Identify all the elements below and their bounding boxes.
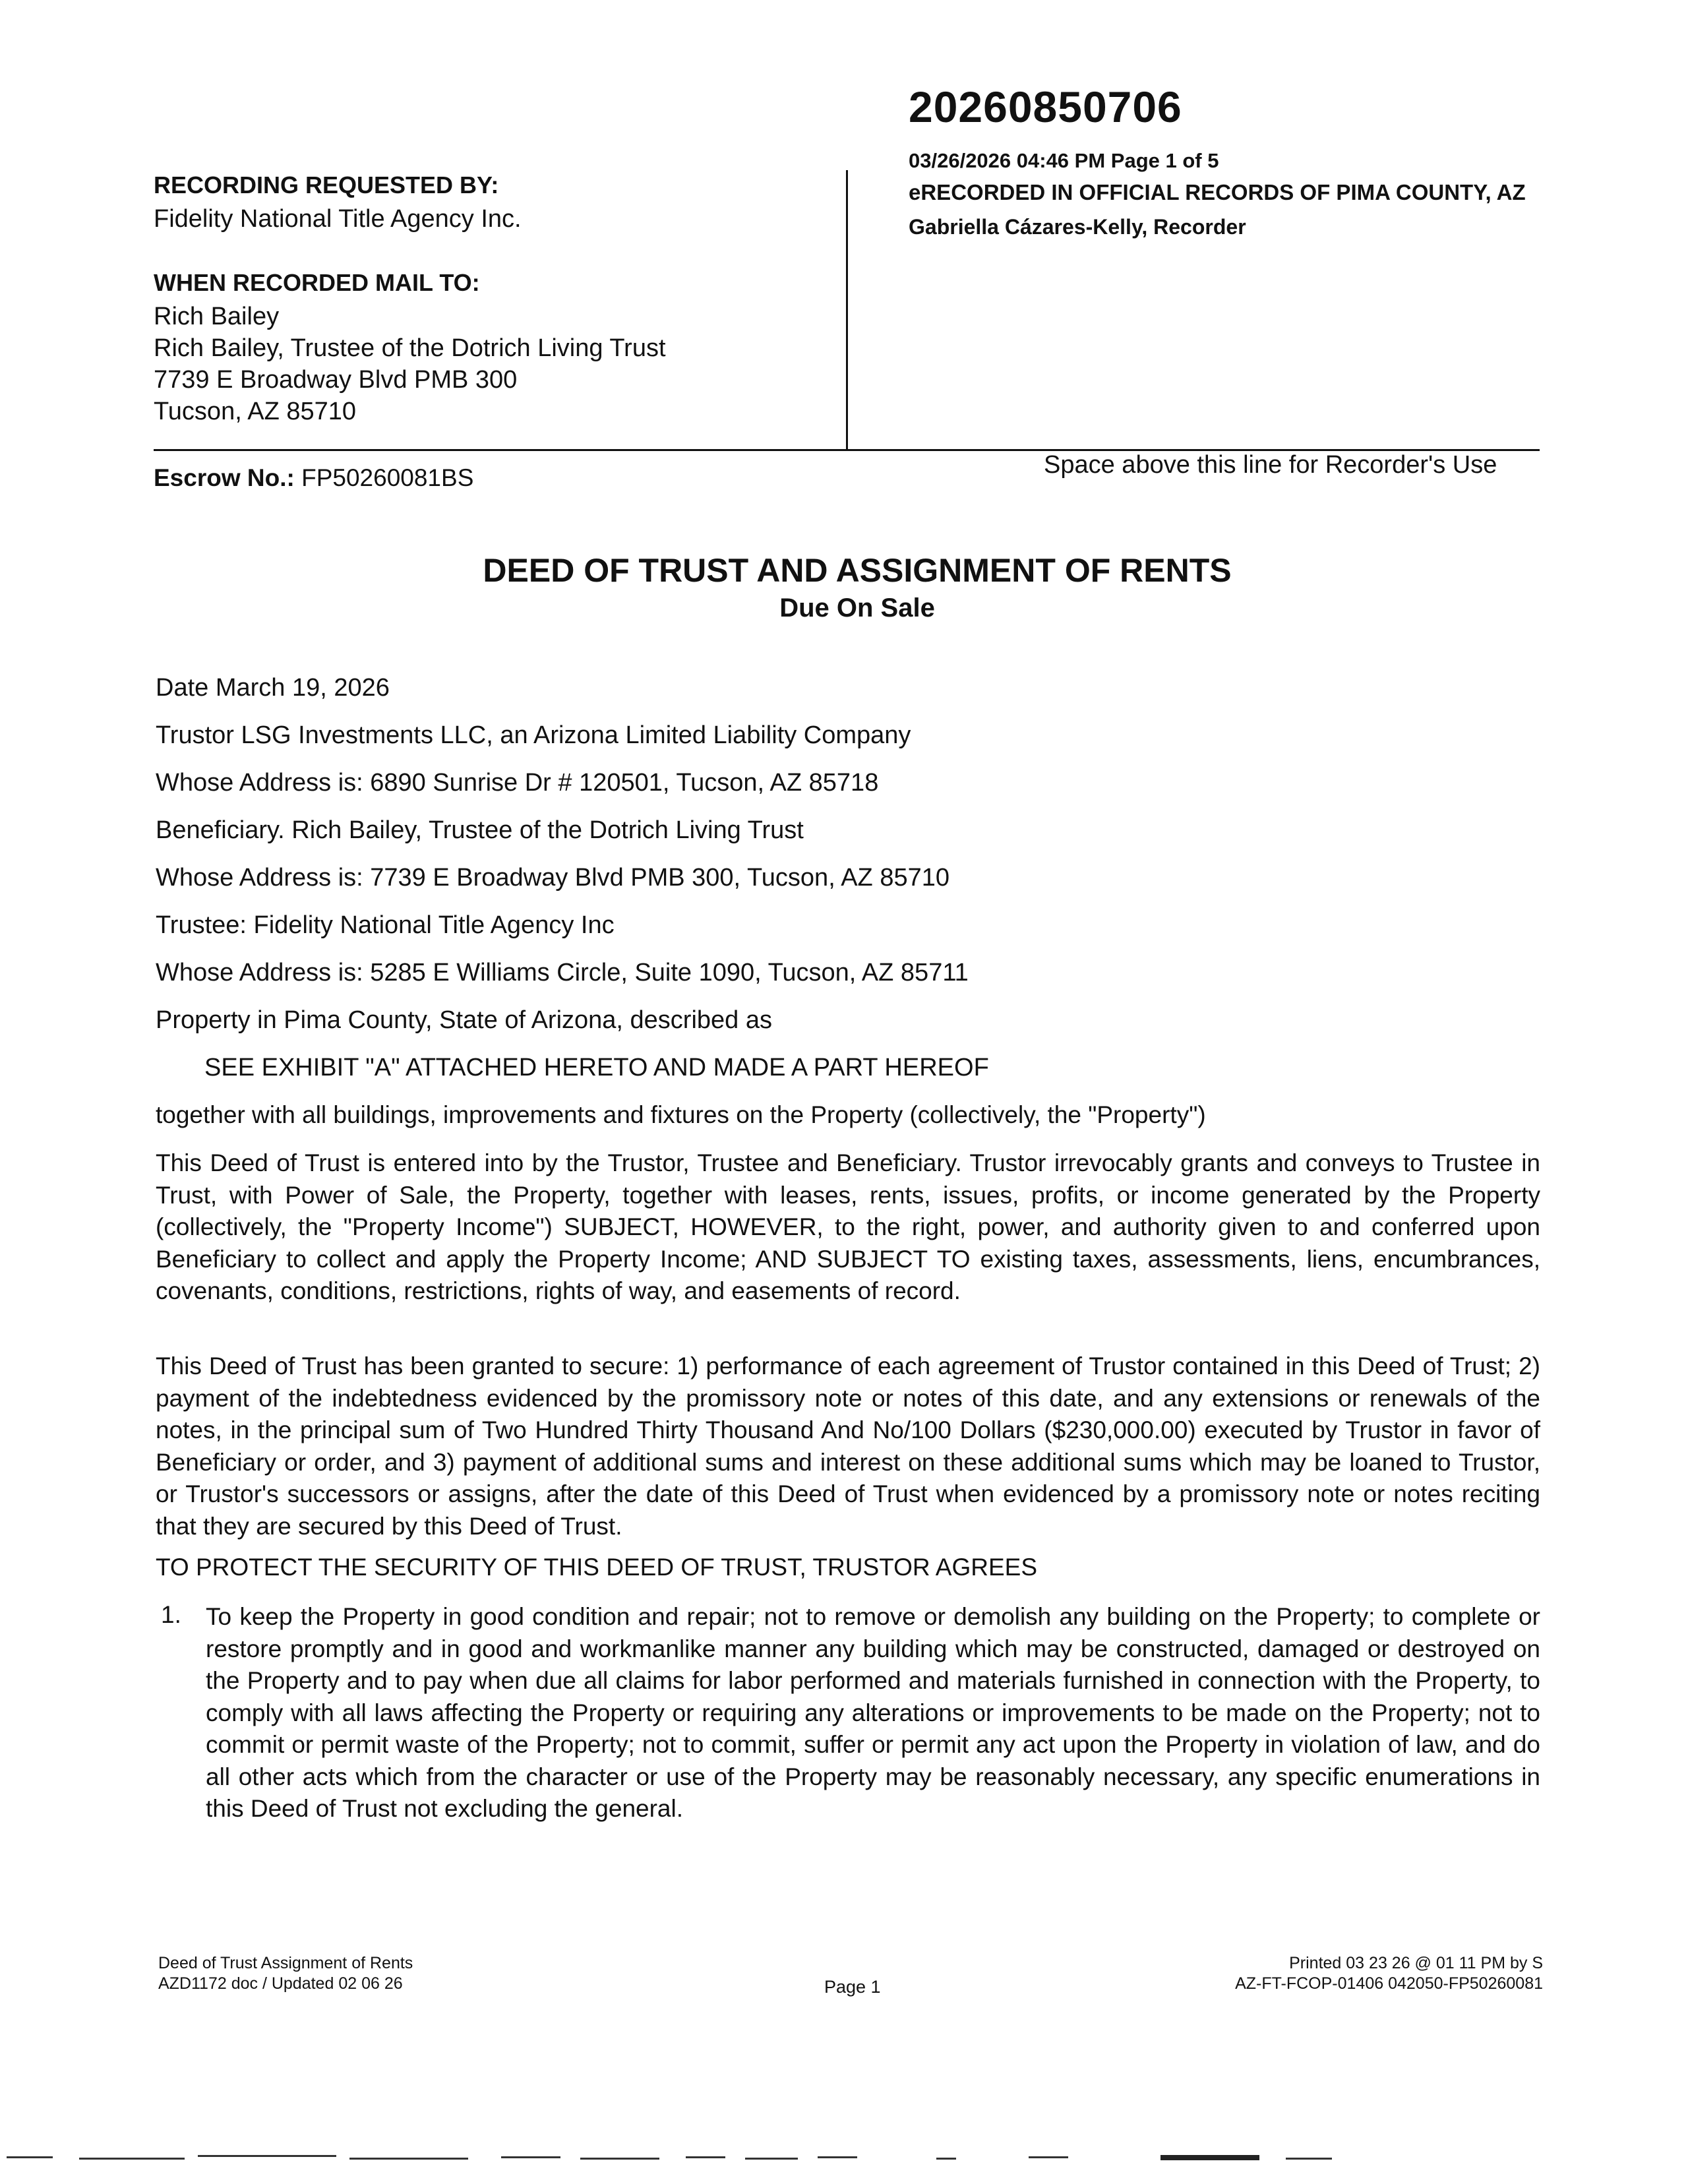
vertical-divider	[846, 170, 848, 451]
beneficiary-address-field: Whose Address is: 7739 E Broadway Blvd PMB 300, Tucson, AZ 85710	[156, 864, 950, 892]
recorded-line: eRECORDED IN OFFICIAL RECORDS OF PIMA COUNTY, AZ	[909, 180, 1526, 204]
requested-by-label: RECORDING REQUESTED BY:	[154, 171, 499, 198]
exhibit-reference: SEE EXHIBIT "A" ATTACHED HERETO AND MADE A PART HEREOF	[204, 1054, 989, 1081]
mail-to-label: WHEN RECORDED MAIL TO:	[154, 269, 480, 296]
recorder-name: Gabriella Cázares-Kelly, Recorder	[909, 215, 1246, 239]
document-title: DEED OF TRUST AND ASSIGNMENT OF RENTS	[483, 552, 1232, 589]
recording-number: 20260850706	[909, 82, 1182, 131]
trustor-address-field: Whose Address is: 6890 Sunrise Dr # 120501, Tucson, AZ 85718	[156, 769, 879, 797]
recorder-space-note: Space above this line for Recorder's Use	[1044, 451, 1497, 479]
footer-page-number: Page 1	[824, 1977, 881, 1997]
mail-to-line-4: Tucson, AZ 85710	[154, 398, 357, 425]
document-subtitle: Due On Sale	[779, 593, 935, 622]
escrow-label: Escrow No.:	[154, 464, 295, 491]
mail-to-line-1: Rich Bailey	[154, 303, 280, 330]
trustee-field: Trustee: Fidelity National Title Agency Inc	[156, 911, 615, 939]
trustee-address-field: Whose Address is: 5285 E Williams Circle, Suite 1090, Tucson, AZ 85711	[156, 959, 969, 986]
footer-file-code: AZ-FT-FCOP-01406 042050-FP50260081	[1235, 1974, 1543, 1993]
date-field: Date March 19, 2026	[156, 674, 390, 702]
scan-artifact-strip	[0, 2150, 1688, 2176]
together-clause: together with all buildings, improvements and fixtures on the Property (collectively, the "Property")	[156, 1101, 1206, 1128]
property-field: Property in Pima County, State of Arizona, described as	[156, 1006, 772, 1034]
trustor-field: Trustor LSG Investments LLC, an Arizona Limited Liability Company	[156, 721, 911, 749]
requested-by-value: Fidelity National Title Agency Inc.	[154, 205, 522, 233]
recording-datetime: 03/26/2026 04:46 PM Page 1 of 5	[909, 149, 1219, 172]
footer-doc-title: Deed of Trust Assignment of Rents	[158, 1954, 413, 1972]
protect-heading: TO PROTECT THE SECURITY OF THIS DEED OF TRUST, TRUSTOR AGREES	[156, 1554, 1038, 1581]
footer-doc-code: AZD1172 doc / Updated 02 06 26	[158, 1974, 403, 1993]
escrow-row	[154, 464, 473, 492]
mail-to-line-2: Rich Bailey, Trustee of the Dotrich Living Trust	[154, 334, 666, 362]
item-1-number: 1.	[161, 1601, 181, 1628]
grant-paragraph: This Deed of Trust is entered into by the Trustor, Trustee and Beneficiary. Trustor irrevocably grants and conveys to Trustee in Trust, with Power of Sale, the Property, together with leases, rents, issues, profits, or income generated by the Property (collectively, the "Property Income") SUBJECT, HOWEVER, to the right, power, and authority given to and conferred upon Beneficiary to collect and apply the Property Income; AND SUBJECT TO existing taxes, assessments, liens, encumbrances, covenants, conditions, restrictions, rights of way, and easements of record.	[156, 1149, 1540, 1304]
beneficiary-field: Beneficiary. Rich Bailey, Trustee of the Dotrich Living Trust	[156, 816, 804, 844]
mail-to-line-3: 7739 E Broadway Blvd PMB 300	[154, 366, 518, 394]
escrow-number: FP50260081BS	[301, 464, 474, 491]
security-paragraph: This Deed of Trust has been granted to secure: 1) performance of each agreement of Trustor contained in this Deed of Trust; 2) payment of the indebtedness evidenced by the promissory note or notes of this date, and any extensions or renewals of the notes, in the principal sum of Two Hundred Thirty Thousand And No/100 Dollars ($230,000.00) executed by Trustor in favor of Beneficiary or order, and 3) payment of additional sums and interest on these additional sums which may be loaned to Trustor, or Trustor's successors or assigns, after the date of this Deed of Trust when evidenced by a promissory note or notes reciting that they are secured by this Deed of Trust.	[156, 1352, 1540, 1540]
footer-printed: Printed 03 23 26 @ 01 11 PM by S	[1289, 1954, 1543, 1972]
item-1-text: To keep the Property in good condition and repair; not to remove or demolish any building on the Property; to complete or restore promptly and in good and workmanlike manner any building which may be constructed, damaged or destroyed on the Property and to pay when due all claims for labor performed and materials furnished in connection with the Property, to comply with all laws affecting the Property or requiring any alterations or improvements to be made on the Property; not to commit or permit waste of the Property; not to commit, suffer or permit any act upon the Property in violation of law, and do all other acts which from the character or use of the Property may be reasonably necessary, any specific enumerations in this Deed of Trust not excluding the general.	[206, 1603, 1540, 1822]
